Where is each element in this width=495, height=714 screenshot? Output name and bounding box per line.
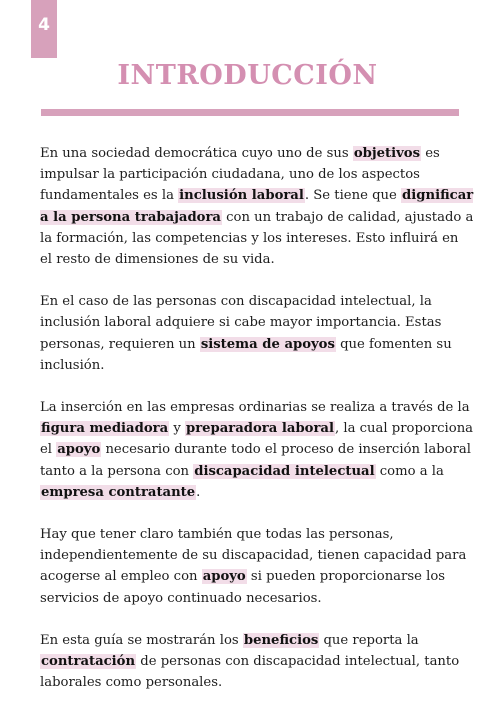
paragraph-text: En el caso de las personas con discapacidad intelectual, la inclusión laboral adquiere si cabe mayor importancia. Estas personas, requieren un [40,294,442,352]
highlighted-term: discapacidad intelectual [194,463,375,479]
paragraph-text: necesario durante todo el proceso de inserción laboral tanto a la persona con [40,442,472,479]
highlighted-term: preparadora laboral [185,421,334,437]
paragraph-text: . [196,484,201,500]
body-text [40,143,474,714]
highlighted-term: empresa contratante [41,484,196,500]
page-number-tab [31,0,57,58]
highlighted-term: apoyo [202,569,246,585]
paragraph-text: y [169,421,185,437]
paragraph-text: que reporta la [319,632,419,648]
highlighted-term: apoyo [57,442,101,458]
paragraph-text: como a la [375,463,444,479]
highlighted-term: contratación [41,654,136,670]
paragraph [40,397,474,503]
paragraph-text: En una sociedad democrática cuyo uno de sus [40,146,353,161]
paragraph-text: En esta guía se mostrarán los [40,632,243,648]
highlighted-term: inclusión laboral [179,188,304,204]
highlighted-term: objetivos [353,146,421,161]
highlighted-term: beneficios [243,632,319,648]
paragraph-text: Hay que tener claro también que todas las personas, independientemente de su discapacidad, tienen capacidad para acogerse al empleo con [40,527,467,585]
highlighted-term: sistema de apoyos [200,336,335,352]
highlighted-term: dignificar a la persona trabajadora [40,188,474,225]
paragraph-text: con un trabajo de calidad, ajustado a la formación, las competencias y los intereses. Esto influirá en el resto de dimensiones de su vida. [40,209,474,268]
paragraph [40,630,474,694]
paragraph [40,291,474,376]
title-divider [41,109,459,116]
paragraph-text: de personas con discapacidad intelectual, tanto laborales como personales. [40,654,460,691]
page-title: INTRODUCCIÓN [117,60,378,91]
paragraph-text: . Se tiene que [304,188,402,204]
paragraph-text: si pueden proporcionarse los servicios de apoyo continuado necesarios. [40,569,446,606]
highlighted-term: figura mediadora [41,421,169,437]
paragraph [40,143,474,270]
paragraph [40,524,474,609]
paragraph-text: es impulsar la participación ciudadana, uno de los aspectos fundamentales es la [40,146,440,204]
paragraph-text: que fomenten su inclusión. [40,336,452,373]
paragraph-text: , la cual proporciona el [40,421,474,458]
paragraph-text: La inserción en las empresas ordinarias se realiza a través de la [40,400,470,416]
page-number: 4 [38,15,50,35]
